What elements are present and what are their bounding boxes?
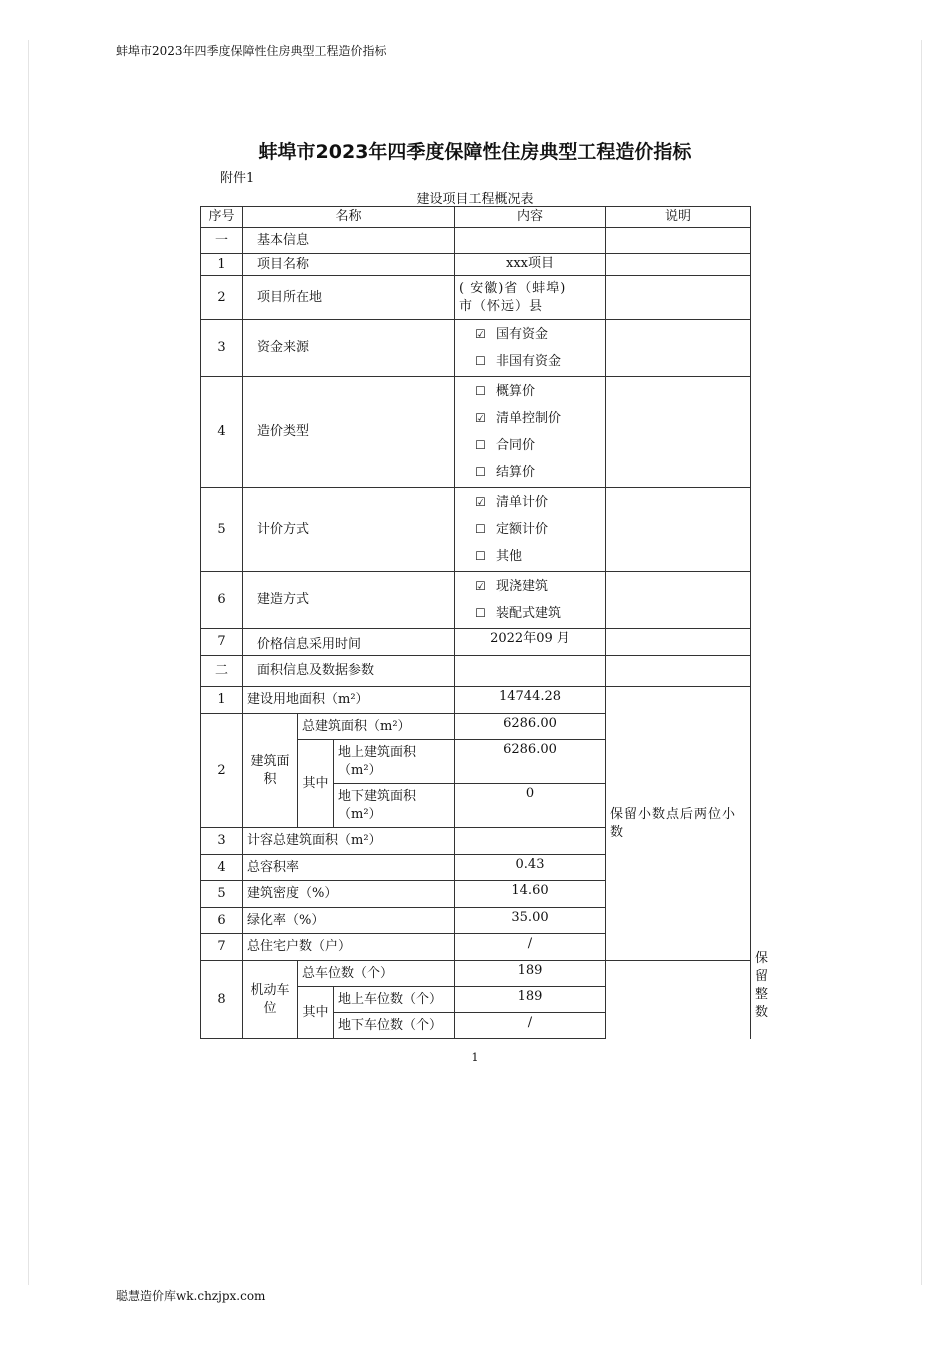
checkbox-empty-icon[interactable]: ☐: [475, 465, 486, 479]
table-row: [201, 656, 751, 687]
funding-option[interactable]: ☑ 国有资金: [475, 321, 601, 348]
green-value: 35.00: [455, 908, 606, 934]
location-line-1: ( 安徽)省（蚌埠): [459, 280, 567, 296]
construction-option[interactable]: ☑ 现浇建筑: [475, 573, 601, 600]
green-label: 绿化率（%）: [243, 908, 455, 934]
above-area-value: 6286.00: [455, 740, 606, 784]
parking-total-value: 189: [455, 961, 606, 987]
location-label: 项目所在地: [243, 276, 455, 320]
table-row: [201, 629, 751, 656]
density-value: 14.60: [455, 881, 606, 908]
cost-type-option[interactable]: ☐ 合同价: [475, 432, 601, 459]
table-row: [201, 687, 751, 714]
cost-type-option[interactable]: ☐ 概算价: [475, 378, 601, 405]
section2-note: [606, 656, 751, 687]
table-row: [201, 961, 751, 987]
far-area-label: 计容总建筑面积（m²）: [243, 828, 455, 855]
header-seq: 序号: [201, 207, 243, 228]
table-row: [201, 572, 751, 629]
area-note: 保留小数点后两位小数: [606, 687, 751, 961]
households-label: 总住宅户数（户）: [243, 934, 455, 961]
funding-option[interactable]: ☐ 非国有资金: [475, 348, 601, 375]
pricing-option[interactable]: ☐ 其他: [475, 543, 601, 570]
table-row: [201, 228, 751, 254]
checkbox-checked-icon[interactable]: ☑: [475, 411, 486, 425]
table-row: [201, 254, 751, 276]
cost-type-options: [455, 377, 606, 488]
checkbox-empty-icon[interactable]: ☐: [475, 549, 486, 563]
pricing-note: [606, 488, 751, 572]
parking-above-label: 地上车位数（个）: [334, 987, 455, 1013]
table-caption: 建设项目工程概况表: [416, 192, 534, 207]
section1-label: 基本信息: [243, 228, 455, 254]
running-header: 蚌埠市2023年四季度保障性住房典型工程造价指标: [116, 44, 387, 58]
project-name-label: 项目名称: [243, 254, 455, 276]
attachment-label: 附件1: [220, 171, 255, 186]
document-title: 蚌埠市2023年四季度保障性住房典型工程造价指标: [258, 141, 692, 163]
location-seq: 2: [201, 276, 243, 320]
parking-below-label: 地下车位数（个）: [334, 1013, 455, 1039]
header-note: 说明: [606, 207, 751, 228]
cost-type-option[interactable]: ☐ 结算价: [475, 459, 601, 486]
project-name-value: xxx项目: [455, 254, 606, 276]
construction-seq: 6: [201, 572, 243, 629]
checkbox-empty-icon[interactable]: ☐: [475, 384, 486, 398]
households-value: /: [455, 934, 606, 961]
project-overview-table: [200, 206, 769, 1039]
households-seq: 7: [201, 934, 243, 961]
checkbox-checked-icon[interactable]: ☑: [475, 495, 486, 509]
pricing-options: [455, 488, 606, 572]
parking-label: 机动车 位: [243, 961, 298, 1039]
header-name: 名称: [243, 207, 455, 228]
cost-type-label: 造价类型: [243, 377, 455, 488]
price-info-seq: 7: [201, 629, 243, 656]
construction-note: [606, 572, 751, 629]
section2-content: [455, 656, 606, 687]
building-area-of-which: 其中: [298, 740, 334, 828]
land-label: 建设用地面积（m²）: [243, 687, 455, 714]
checkbox-empty-icon[interactable]: ☐: [475, 522, 486, 536]
section1-seq: 一: [201, 228, 243, 254]
table-row: [201, 488, 751, 572]
above-area-label: 地上建筑面积 （m²）: [334, 740, 455, 784]
cost-type-seq: 4: [201, 377, 243, 488]
price-info-label: 价格信息采用时间: [243, 629, 455, 656]
table-row: [201, 276, 751, 320]
green-seq: 6: [201, 908, 243, 934]
checkbox-empty-icon[interactable]: ☐: [475, 438, 486, 452]
checkbox-checked-icon[interactable]: ☑: [475, 327, 486, 341]
price-info-value: 2022年09 月: [455, 629, 606, 656]
project-name-note: [606, 254, 751, 276]
pricing-option[interactable]: ☑ 清单计价: [475, 489, 601, 516]
table-row: 7 总住宅户数（户） / 保留整数: [201, 934, 751, 961]
location-line-2: 市（怀远）县: [459, 298, 544, 314]
header-content: 内容: [455, 207, 606, 228]
table-header-row: [201, 207, 751, 228]
section1-note: [606, 228, 751, 254]
cost-type-note: [606, 377, 751, 488]
checkbox-empty-icon[interactable]: ☐: [475, 354, 486, 368]
far-label: 总容积率: [243, 855, 455, 881]
checkbox-checked-icon[interactable]: ☑: [475, 579, 486, 593]
funding-label: 资金来源: [243, 320, 455, 377]
pricing-label: 计价方式: [243, 488, 455, 572]
construction-label: 建造方式: [243, 572, 455, 629]
table-row: [201, 377, 751, 488]
page-number: 1: [471, 1051, 479, 1064]
total-area-label: 总建筑面积（m²）: [298, 714, 455, 740]
location-value: [455, 276, 606, 320]
funding-seq: 3: [201, 320, 243, 377]
pricing-option[interactable]: ☐ 定额计价: [475, 516, 601, 543]
parking-total-label: 总车位数（个）: [298, 961, 455, 987]
far-value: 0.43: [455, 855, 606, 881]
below-area-label: 地下建筑面积 （m²）: [334, 784, 455, 828]
construction-option[interactable]: ☐ 装配式建筑: [475, 600, 601, 627]
section2-seq: 二: [201, 656, 243, 687]
parking-above-value: 189: [455, 987, 606, 1013]
footer-site: 聪慧造价库wk.chzjpx.com: [116, 1289, 266, 1303]
price-info-note: [606, 629, 751, 656]
land-seq: 1: [201, 687, 243, 714]
density-seq: 5: [201, 881, 243, 908]
construction-options: [455, 572, 606, 629]
far-area-value: [455, 828, 606, 855]
funding-options: [455, 320, 606, 377]
total-area-value: 6286.00: [455, 714, 606, 740]
project-name-seq: 1: [201, 254, 243, 276]
land-value: 14744.28: [455, 687, 606, 714]
building-area-seq: 2: [201, 714, 243, 828]
parking-seq: 8: [201, 961, 243, 1039]
page-edge-right: [921, 40, 922, 1285]
far-area-seq: 3: [201, 828, 243, 855]
parking-of-which: 其中: [298, 987, 334, 1039]
cost-type-option[interactable]: ☑ 清单控制价: [475, 405, 601, 432]
page-edge-left: [28, 40, 29, 1285]
density-label: 建筑密度（%）: [243, 881, 455, 908]
funding-note: [606, 320, 751, 377]
location-note: [606, 276, 751, 320]
below-area-value: 0: [455, 784, 606, 828]
building-area-label: 建筑面 积: [243, 714, 298, 828]
checkbox-empty-icon[interactable]: ☐: [475, 606, 486, 620]
pricing-seq: 5: [201, 488, 243, 572]
section2-label: 面积信息及数据参数: [243, 656, 455, 687]
far-seq: 4: [201, 855, 243, 881]
section1-content: [455, 228, 606, 254]
parking-below-value: /: [455, 1013, 606, 1039]
table-row: [201, 320, 751, 377]
